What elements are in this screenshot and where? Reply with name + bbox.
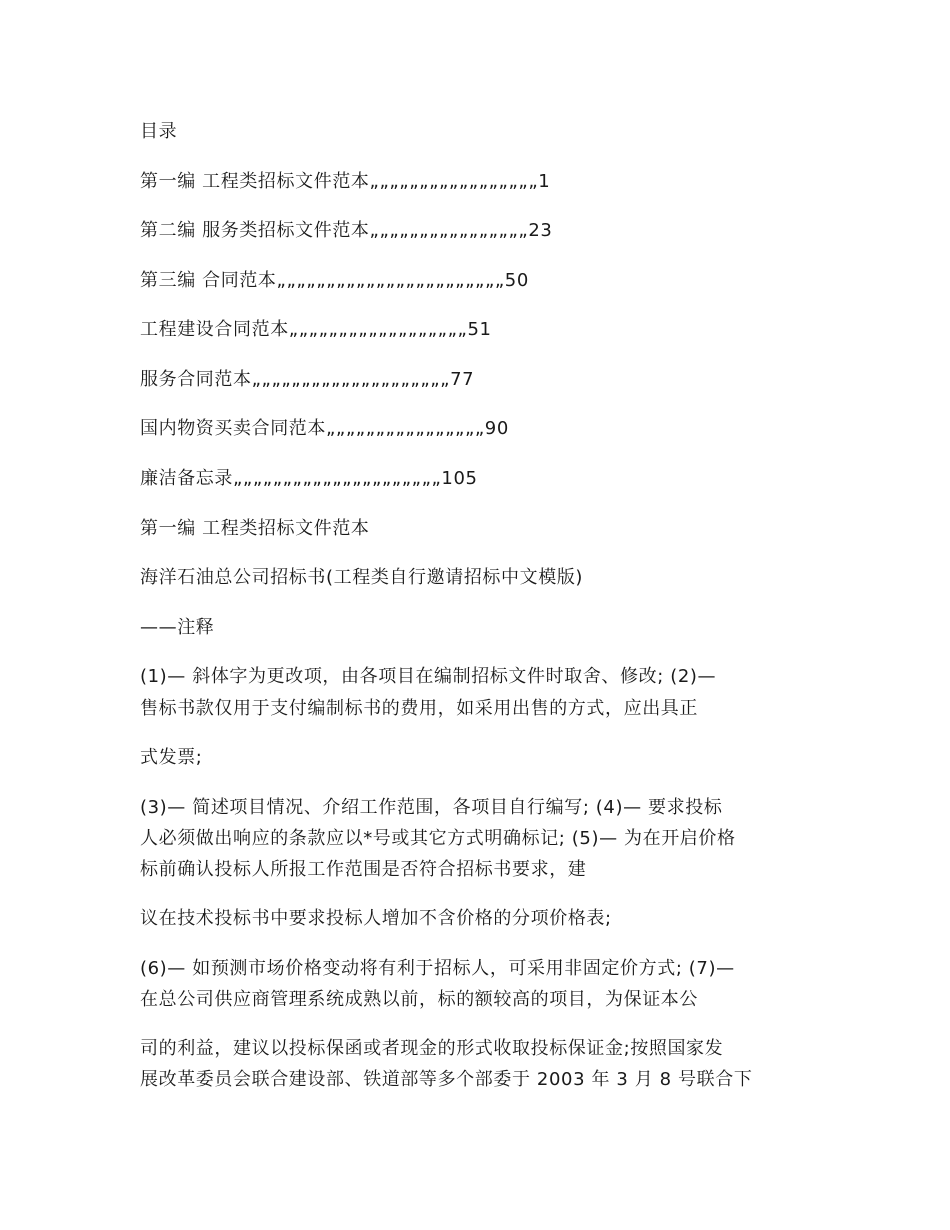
paragraph-line: 议在技术投标书中要求投标人增加不含价格的分项价格表; — [140, 908, 612, 929]
toc-entry-part-one: 第一编 工程类招标文件范本„„„„„„„„„„„„„„„„„1 — [140, 171, 551, 192]
paragraph-line: 标前确认投标人所报工作范围是否符合招标书要求，建 — [140, 859, 587, 880]
paragraph-line: (3)— 简述项目情况、介绍工作范围，各项目自行编写; (4)— 要求投标 — [140, 797, 723, 818]
paragraph-line: 式发票; — [140, 747, 203, 768]
paragraph-line: 司的利益，建议以投标保函或者现金的形式收取投标保证金;按照国家发 — [140, 1038, 724, 1059]
section-subtitle: 海洋石油总公司招标书(工程类自行邀请招标中文模版) — [140, 567, 584, 588]
paragraph-line: 售标书款仅用于支付编制标书的费用，如采用出售的方式，应出具正 — [140, 698, 698, 719]
paragraph-line: 在总公司供应商管理系统成熟以前，标的额较高的项目，为保证本公 — [140, 989, 698, 1010]
toc-entry-service-contract: 服务合同范本„„„„„„„„„„„„„„„„„„„„77 — [140, 369, 475, 390]
toc-entry-construction-contract: 工程建设合同范本„„„„„„„„„„„„„„„„„„51 — [140, 319, 492, 340]
paragraph-line: 人必须做出响应的条款应以*号或其它方式明确标记; (5)— 为在开启价格 — [140, 828, 736, 849]
notes-heading: ——注释 — [140, 617, 215, 638]
toc-entry-part-three: 第三编 合同范本„„„„„„„„„„„„„„„„„„„„„„„50 — [140, 270, 529, 291]
toc-heading: 目录 — [140, 121, 178, 142]
paragraph-line: (6)— 如预测市场价格变动将有利于招标人，可采用非固定价方式; (7)— — [140, 958, 735, 979]
paragraph-line: 展改革委员会联合建设部、铁道部等多个部委于 2003 年 3 月 8 号联合下 — [140, 1069, 753, 1090]
toc-entry-goods-contract: 国内物资买卖合同范本„„„„„„„„„„„„„„„„90 — [140, 418, 509, 439]
toc-entry-part-two: 第二编 服务类招标文件范本„„„„„„„„„„„„„„„„23 — [140, 220, 553, 241]
toc-entry-integrity-memo: 廉洁备忘录„„„„„„„„„„„„„„„„„„„„„105 — [140, 468, 478, 489]
section-heading-part-one: 第一编 工程类招标文件范本 — [140, 518, 370, 539]
paragraph-line: (1)— 斜体字为更改项，由各项目在编制招标文件时取舍、修改; (2)— — [140, 666, 717, 687]
